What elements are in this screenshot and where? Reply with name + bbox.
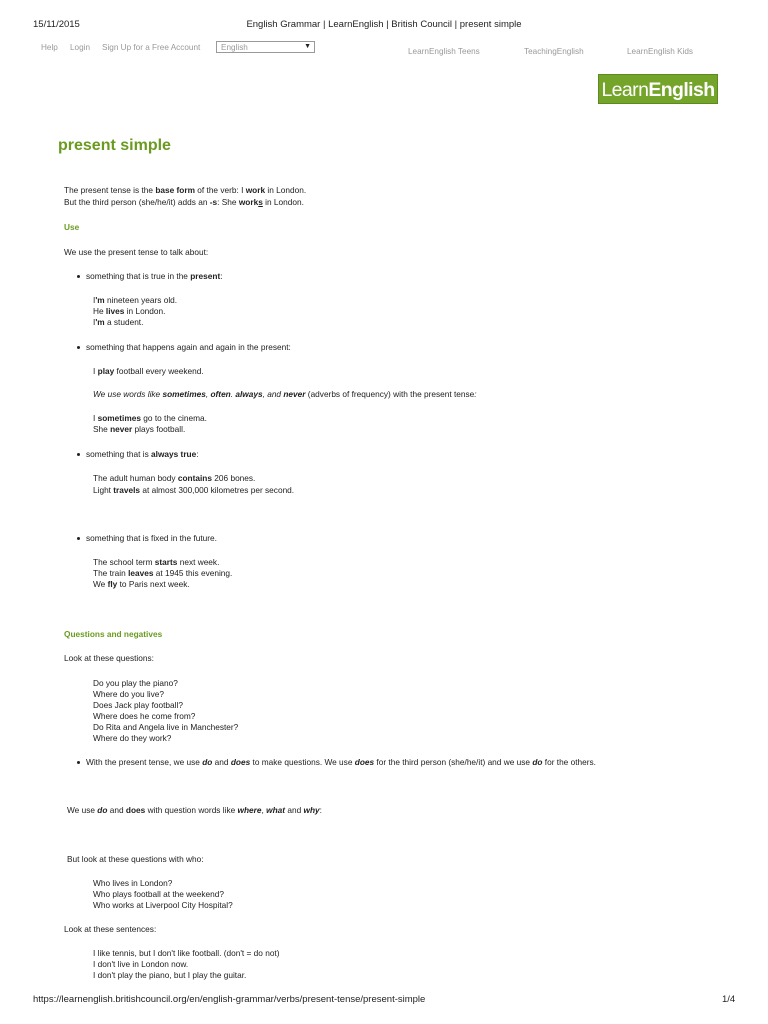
language-select-value: English xyxy=(221,43,248,52)
example-line: The adult human body contains 206 bones. xyxy=(93,473,256,483)
question-line: Where do you live? xyxy=(93,689,165,699)
questions-negatives-heading: Questions and negatives xyxy=(64,629,163,639)
question-line: Who lives in London? xyxy=(93,878,173,888)
frequency-note: We use words like sometimes, often. always, and never (adverbs of frequency) with the present tense: xyxy=(93,389,477,399)
list-item: something that is true in the present: xyxy=(86,271,223,281)
language-select[interactable] xyxy=(216,41,315,53)
page-number: 1/4 xyxy=(722,994,736,1005)
example-line: She never plays football. xyxy=(93,424,186,434)
question-line: Where do they work? xyxy=(93,733,172,743)
intro-line-2: But the third person (she/he/it) adds an -s: She works in London. xyxy=(64,197,304,207)
question-words-line: We use do and does with question words like where, what and why: xyxy=(67,805,322,815)
teachingenglish-link[interactable]: TeachingEnglish xyxy=(524,47,584,56)
example-line: We fly to Paris next week. xyxy=(93,579,190,589)
print-title: English Grammar | LearnEnglish | British Council | present simple xyxy=(246,19,522,30)
question-line: Where does he come from? xyxy=(93,711,196,721)
learnenglish-logo[interactable] xyxy=(598,74,718,104)
list-item: something that is fixed in the future. xyxy=(86,533,217,543)
use-lead: We use the present tense to talk about: xyxy=(64,247,209,257)
help-link[interactable]: Help xyxy=(41,43,58,52)
list-item: something that happens again and again in the present: xyxy=(86,342,291,352)
sentence-line: I like tennis, but I don't like football. (don't = do not) xyxy=(93,948,280,958)
sentences-lead: Look at these sentences: xyxy=(64,924,157,934)
list-item: With the present tense, we use do and does to make questions. We use does for the third person (she/he/it) and we use do for the others. xyxy=(86,757,596,767)
example-line: Light travels at almost 300,000 kilometres per second. xyxy=(93,485,295,495)
signup-link[interactable]: Sign Up for a Free Account xyxy=(102,43,201,52)
page-title: present simple xyxy=(58,137,171,154)
list-item: something that is always true: xyxy=(86,449,199,459)
question-line: Does Jack play football? xyxy=(93,700,183,710)
example-line: I sometimes go to the cinema. xyxy=(93,413,207,423)
example-line: The train leaves at 1945 this evening. xyxy=(93,568,233,578)
example-line: He lives in London. xyxy=(93,306,166,316)
dropdown-arrow-icon: ▼ xyxy=(304,43,311,50)
example-line: I'm a student. xyxy=(93,317,144,327)
question-line: Do Rita and Angela live in Manchester? xyxy=(93,722,239,732)
question-line: Who works at Liverpool City Hospital? xyxy=(93,900,233,910)
intro-line-1: The present tense is the base form of the verb: I work in London. xyxy=(64,185,307,195)
question-line: Who plays football at the weekend? xyxy=(93,889,224,899)
who-questions-lead: But look at these questions with who: xyxy=(67,854,204,864)
example-line: I play football every weekend. xyxy=(93,366,204,376)
use-heading: Use xyxy=(64,222,80,232)
question-line: Do you play the piano? xyxy=(93,678,178,688)
print-url: https://learnenglish.britishcouncil.org/en/english-grammar/verbs/present-tense/present-simple xyxy=(33,994,426,1005)
example-line: I'm nineteen years old. xyxy=(93,295,178,305)
sentence-line: I don't play the piano, but I play the guitar. xyxy=(93,970,247,980)
example-line: The school term starts next week. xyxy=(93,557,220,567)
questions-lead: Look at these questions: xyxy=(64,653,154,663)
print-date: 15/11/2015 xyxy=(33,19,80,30)
login-link[interactable]: Login xyxy=(70,43,91,52)
sentence-line: I don't live in London now. xyxy=(93,959,189,969)
learnenglish-teens-link[interactable]: LearnEnglish Teens xyxy=(408,47,480,56)
logo-text-learn: Learn xyxy=(601,79,649,101)
learnenglish-kids-link[interactable]: LearnEnglish Kids xyxy=(627,47,693,56)
logo-text-english: English xyxy=(648,79,715,101)
